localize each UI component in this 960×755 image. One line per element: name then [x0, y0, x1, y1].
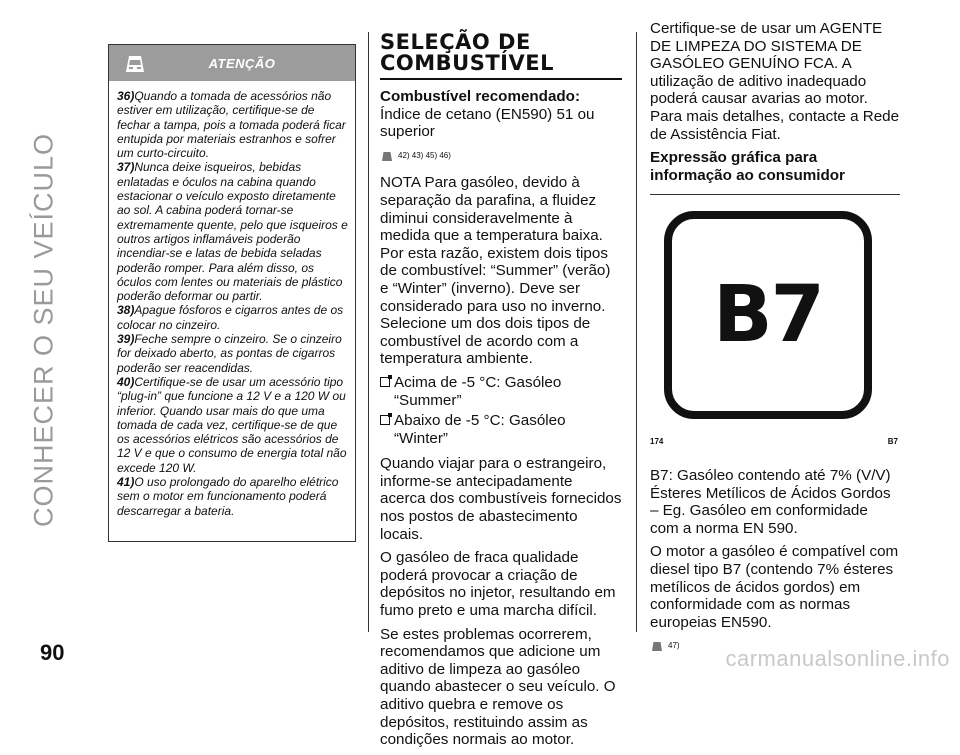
recommended-fuel: Combustível recomendado: Índice de cetano (EN590) 51 ou superior: [380, 88, 595, 141]
b7-definition: B7: Gasóleo contendo até 7% (V/V) Ésteres Metílicos de Ácidos Gordos – Eg. Gasóleo em conformidade com a norma EN 590.: [650, 466, 891, 537]
list-item: Acima de -5 °C: Gasóleo “Summer”: [380, 374, 622, 409]
warning-header: [109, 45, 355, 81]
column-divider: [636, 32, 637, 632]
agent-paragraph: Certifique-se de usar um AGENTE DE LIMPEZA DO SISTEMA DE GASÓLEO GENUÍNO FCA. A utilização de aditivo inadequado poderá causar avarias ao motor. Para mais detalhes, contacte a Rede de Assistência Fiat.: [650, 20, 900, 143]
section-rule: [380, 78, 622, 80]
abroad-paragraph: Quando viajar para o estrangeiro, informe-se antecipadamente acerca dos combustíveis fornecidos nos postos de abastecimento locais.: [380, 455, 622, 543]
quality-paragraph: O gasóleo de fraca qualidade poderá provocar a criação de depósitos no injetor, resultando em fumo preto e uma marcha difícil.: [380, 549, 616, 620]
fuel-selection-column: [380, 32, 622, 755]
subsection-title: Expressão gráfica para informação ao consumidor: [650, 149, 845, 184]
warning-item: 37)Nunca deixe isqueiros, bebidas enlatadas e óculos na cabina quando estacionar o veículo exposto diretamente ao sol. A cabina poderá tornar-se extremamente quente, pelo que isqueiros e outros artigos inflamáveis poderão incendiar-se e latas de bebida seladas poderão romper. Para além disso, os óculos com lentes ou materiais de plástico poderão deformar ou partir.: [117, 160, 348, 304]
b7-label-text: B7: [713, 269, 823, 360]
car-warning-icon: [380, 150, 394, 162]
list-item: Abaixo de -5 °C: Gasóleo “Winter”: [380, 412, 622, 447]
watermark: carmanualsonline.info: [725, 646, 950, 671]
warning-item: 38)Apague fósforos e cigarros antes de os colocar no cinzeiro.: [117, 303, 344, 332]
column-divider: [368, 32, 369, 632]
warning-box: [108, 44, 356, 542]
car-warning-icon: [123, 52, 147, 79]
additive-paragraph: Se estes problemas ocorrerem, recomendamos que adicione um aditivo de limpeza ao gasóleo quando abastecer o seu veículo. O aditivo quebra e remove os depósitos, restituindo assim as condições normais ao motor.: [380, 625, 616, 749]
b7-label-frame: [664, 211, 872, 419]
bullet-box-icon: [380, 377, 390, 387]
chapter-side-title-text: CONHECER O SEU VEÍCULO: [28, 132, 59, 528]
warning-item: 39)Feche sempre o cinzeiro. Se o cinzeiro for deixado aberto, as pontas de cigarros poderão ser reacendidas.: [117, 332, 342, 375]
page-number: 90: [40, 640, 65, 665]
figure-code: B7: [887, 437, 898, 447]
warning-references: 47): [650, 637, 900, 655]
note-paragraph: NOTA Para gasóleo, devido à separação da parafina, a fluidez diminui consideravelmente à medida que a temperatura baixa. Por esta razão, existem dois tipos de combustível: “Summer” (verão) e “Winter” (inverno). Deve ser considerado para uso no inverno. Selecione um dos dois tipos de combustível de acordo com a temperatura ambiente.: [380, 174, 611, 368]
figure-number: 174: [650, 437, 664, 447]
b7-fuel-label: [650, 203, 888, 443]
warning-item: 40)Certifique-se de usar um acessório tipo “plug-in” que funcione a 12 V e a 120 W ou inferior. Quando usar mais do que uma tomada de cada vez, certifique-se de que os acessórios elétricos são acessórios de 12 V e que o consumo de energia total não excede 120 W.: [117, 374, 347, 475]
figure-rule: [650, 194, 900, 195]
compatibility-paragraph: O motor a gasóleo é compatível com diesel tipo B7 (contendo 7% ésteres metílicos de ácidos gordos) em conformidade com as normas europeias EN590.: [650, 543, 899, 631]
car-warning-icon: [650, 640, 664, 652]
warning-body: [109, 81, 355, 518]
section-title: SELEÇÃO DE COMBUSTÍVEL: [380, 30, 554, 75]
warning-item: 41)O uso prolongado do aparelho elétrico sem o motor em funcionamento poderá descarregar a bateria.: [117, 475, 339, 518]
warning-item: 36)Quando a tomada de acessórios não estiver em utilização, certifique-se de fechar a tampa, pois a tomada poderá ficar entupida por materiais estranhos e sofrer um curto-circuito.: [117, 89, 346, 161]
bullet-box-icon: [380, 415, 390, 425]
warning-title: ATENÇÃO: [208, 55, 276, 71]
warning-references: 42) 43) 45) 46): [380, 147, 622, 165]
consumer-info-column: [650, 20, 900, 665]
